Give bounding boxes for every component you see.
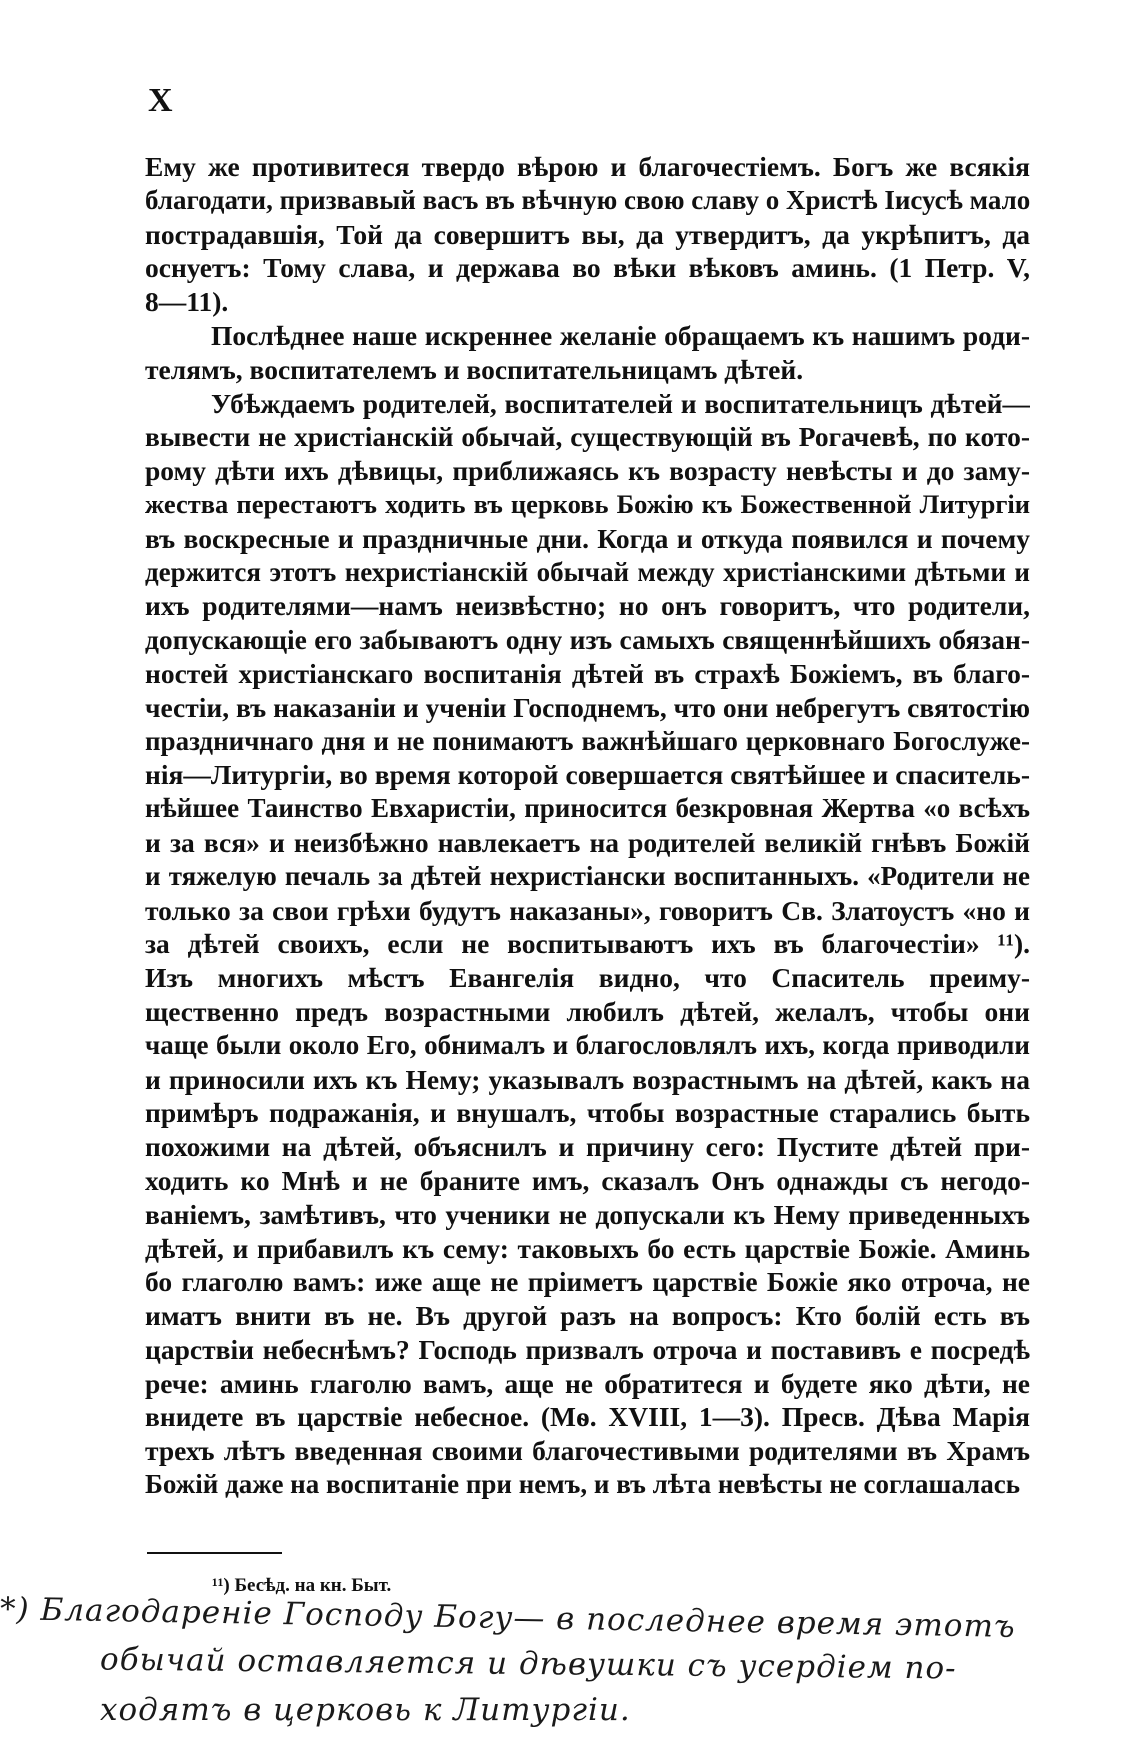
- page-number: X: [148, 82, 174, 119]
- text-line: рече: аминь глаголю вамъ, аще не обратитеся и будете яко дѣти, не: [145, 1367, 1030, 1399]
- handwritten-note: [0, 1591, 1060, 1740]
- text-line: иматъ внити въ не. Въ другой разъ на вопросъ: Кто болій есть въ: [145, 1300, 1030, 1332]
- text-line: примѣръ подражанія, и внушалъ, чтобы возрастные старались быть: [145, 1097, 1030, 1129]
- text-line: Послѣднее наше искреннее желаніе обращаемъ къ нашимъ роди-: [211, 319, 1030, 351]
- text-line: жества перестаютъ ходить въ церковь Божію къ Божественной Литургіи: [145, 488, 1030, 519]
- text-line: честіи, въ наказаніи и ученіи Господнемъ, что они небрегутъ святостію: [145, 691, 1030, 723]
- text-line: Убѣждаемъ родителей, воспитателей и воспитательницъ дѣтей—: [211, 387, 1030, 419]
- text-line: пострадавшія, Той да совершитъ вы, да утвердитъ, да укрѣпитъ, да: [145, 218, 1030, 250]
- text-line: вывести не христіанскій обычай, существующій въ Рогачевѣ, по кото-: [145, 421, 1030, 453]
- text-line: благодати, призвавый васъ въ вѣчную свою славу о Христѣ Іисусѣ мало: [145, 184, 1030, 215]
- text-line: держится этотъ нехристіанскій обычай между христіанскими дѣтьми и: [145, 556, 1030, 587]
- footnote-separator: [147, 1552, 282, 1554]
- text-line: допускающіе его забываютъ одну изъ самыхъ священнѣйшихъ обязан-: [145, 624, 1030, 656]
- text-line: ходить ко Мнѣ и не браните имъ, сказалъ Онъ однажды съ негодо-: [145, 1164, 1030, 1196]
- text-line: только за свои грѣхи будутъ наказаны», говоритъ Св. Златоустъ «но и: [145, 894, 1030, 926]
- text-line: рому дѣти ихъ дѣвицы, приближаясь къ возрасту невѣсты и до заму-: [145, 455, 1030, 487]
- text-line: за дѣтей своихъ, если не воспитываютъ ихъ въ благочестіи» ¹¹).: [145, 928, 1030, 960]
- text-line: внидете въ царствіе небесное. (Мѳ. XVIII, 1—3). Пресв. Дѣва Марія: [145, 1401, 1030, 1433]
- text-line: ностей христіанскаго воспитанія дѣтей въ страхѣ Божіемъ, въ благо-: [145, 657, 1030, 689]
- text-line: нѣйшее Таинство Евхаристіи, приносится безкровная Жертва «о всѣхъ: [145, 793, 1030, 824]
- text-line: и за вся» и неизбѣжно навлекаетъ на родителей великій гнѣвъ Божій: [145, 826, 1030, 858]
- footnote: ¹¹) Бесѣд. на кн. Быт.: [212, 1575, 392, 1596]
- text-line: 8—11).: [145, 286, 229, 318]
- text-line: праздничнаго дня и не понимаютъ важнѣйшаго церковнаго Богослуже-: [145, 725, 1030, 756]
- text-line: Ему же противитеся твердо вѣрою и благочестіемъ. Богъ же всякія: [145, 151, 1030, 182]
- handwritten-line-3: ходятъ в церковь к Литургіи.: [100, 1692, 631, 1728]
- handwritten-line-2: обычай оставляется и дѣвушки съ усердіем по-: [99, 1641, 957, 1687]
- text-line: нія—Литургіи, во время которой совершается святѣйшее и спаситель-: [145, 759, 1030, 791]
- body-text: [145, 150, 1030, 1502]
- text-line: ваніемъ, замѣтивъ, что ученики не допускали къ Нему приведенныхъ: [145, 1198, 1030, 1230]
- handwritten-line-1: *) Благодареніе Господу Богу— в последнее время этотъ: [0, 1591, 1016, 1645]
- text-line: и тяжелую печаль за дѣтей нехристіански воспитанныхъ. «Родители не: [145, 860, 1030, 891]
- text-line: чаще были около Его, обнималъ и благословлялъ ихъ, когда приводили: [145, 1029, 1030, 1060]
- text-line: трехъ лѣтъ введенная своими благочестивыми родителями въ Храмъ: [145, 1435, 1030, 1467]
- text-line: ихъ родителями—намъ неизвѣстно; но онъ говоритъ, что родители,: [145, 590, 1030, 622]
- text-line: оснуетъ: Тому слава, и держава во вѣки вѣковъ аминь. (1 Петр. V,: [145, 252, 1030, 284]
- text-line: щественно предъ возрастными любилъ дѣтей, желалъ, чтобы они: [145, 995, 1030, 1027]
- text-line: Божій даже на воспитаніе при немъ, и въ лѣта невѣсты не соглашалась: [145, 1469, 1020, 1500]
- text-line: и приносили ихъ къ Нему; указывалъ возрастнымъ на дѣтей, какъ на: [145, 1063, 1030, 1095]
- text-line: бо глаголю вамъ: иже аще не пріиметъ царствіе Божіе яко отроча, не: [145, 1266, 1030, 1298]
- text-line: въ воскресные и праздничные дни. Когда и откуда появился и почему: [145, 522, 1030, 554]
- text-line: Изъ многихъ мѣстъ Евангелія видно, что Спаситель преиму-: [145, 962, 1030, 994]
- text-line: телямъ, воспитателемъ и воспитательницамъ дѣтей.: [145, 353, 804, 385]
- text-line: похожими на дѣтей, объяснилъ и причину сего: Пустите дѣтей при-: [145, 1131, 1030, 1163]
- text-line: царствіи небеснѣмъ? Господь призвалъ отроча и поставивъ е посредѣ: [145, 1333, 1030, 1365]
- text-line: дѣтей, и прибавилъ къ сему: таковыхъ бо есть царствіе Божіе. Аминь: [145, 1232, 1030, 1264]
